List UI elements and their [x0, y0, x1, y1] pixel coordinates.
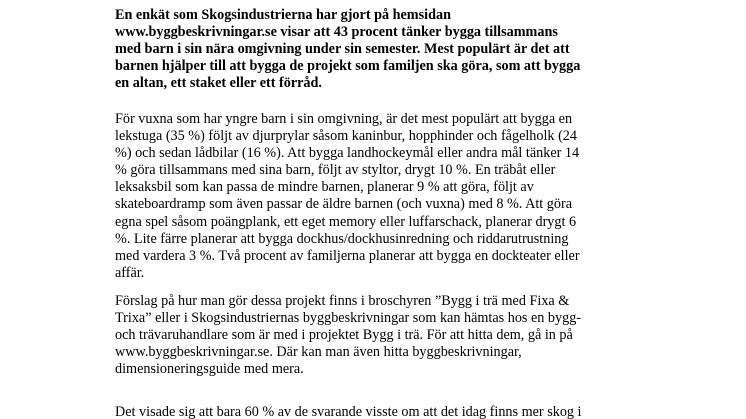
intro-line: En enkät som Skogsindustrierna har gjort på hemsidan — [115, 7, 451, 23]
paragraph-line: Trixa” eller i Skogsindustriernas byggbeskrivningar som kan hämtas hos en bygg- — [115, 310, 582, 327]
paragraph-line: dimensioneringsguide med mera. — [115, 361, 304, 378]
intro-paragraph — [115, 7, 615, 92]
paragraph-line: och trävaruhandlare som är med i projektet Bygg i trä. För att hitta dem, gå in på — [115, 327, 573, 344]
paragraph-line: skateboardramp som även passar de äldre barnen (och vuxna) med 8 %. Att göra — [115, 196, 572, 213]
body-paragraph-2 — [115, 293, 615, 378]
body-paragraph-3 — [115, 404, 615, 419]
intro-line: med barn i sin nära omgivning under sin semester. Mest populärt är det att — [115, 41, 570, 58]
intro-line: barnen hjälper till att bygga de projekt som familjen ska göra, som att bygga — [115, 58, 581, 75]
body-paragraph-1 — [115, 111, 615, 282]
intro-line: en altan, ett staket eller ett förråd. — [115, 75, 322, 92]
paragraph-line: % göra tillsammans med sina barn, följt av styltor, drygt 10 %. En träbåt eller — [115, 162, 556, 179]
paragraph-line: Det visade sig att bara 60 % av de svarande visste om att det idag finns mer skog i — [115, 404, 582, 419]
intro-line: www.byggbeskrivningar.se visar att 43 procent tänker bygga tillsammans — [115, 24, 558, 41]
paragraph-line: affär. — [115, 264, 145, 281]
paragraph-line: www.byggbeskrivningar.se. Där kan man även hitta byggbeskrivningar, — [115, 344, 522, 361]
paragraph-line: med vardera 3 %. Två procent av familjerna planerar att bygga en dockteater eller — [115, 247, 580, 264]
paragraph-line: För vuxna som har yngre barn i sin omgivning, är det mest populärt att bygga en — [115, 111, 573, 127]
paragraph-line: leksaksbil som kan passa de mindre barnen, planerar 9 % att göra, följt av — [115, 179, 534, 196]
paragraph-line: egna spel såsom poängplank, ett eget memory eller luffarschack, planerar drygt 6 — [115, 213, 577, 230]
paragraph-line: Förslag på hur man gör dessa projekt finns i broschyren ”Bygg i trä med Fixa & — [115, 293, 570, 309]
paragraph-line: %) och sedan lådbilar (16 %). Att bygga landhockeymål eller andra mål tänker 14 — [115, 145, 580, 162]
paragraph-line: lekstuga (35 %) följt av djurprylar såsom kaninbur, hopphinder och fågelholk (24 — [115, 128, 577, 145]
paragraph-line: %. Lite färre planerar att bygga dockhus/dockhusinredning och riddarutrustning — [115, 230, 569, 247]
